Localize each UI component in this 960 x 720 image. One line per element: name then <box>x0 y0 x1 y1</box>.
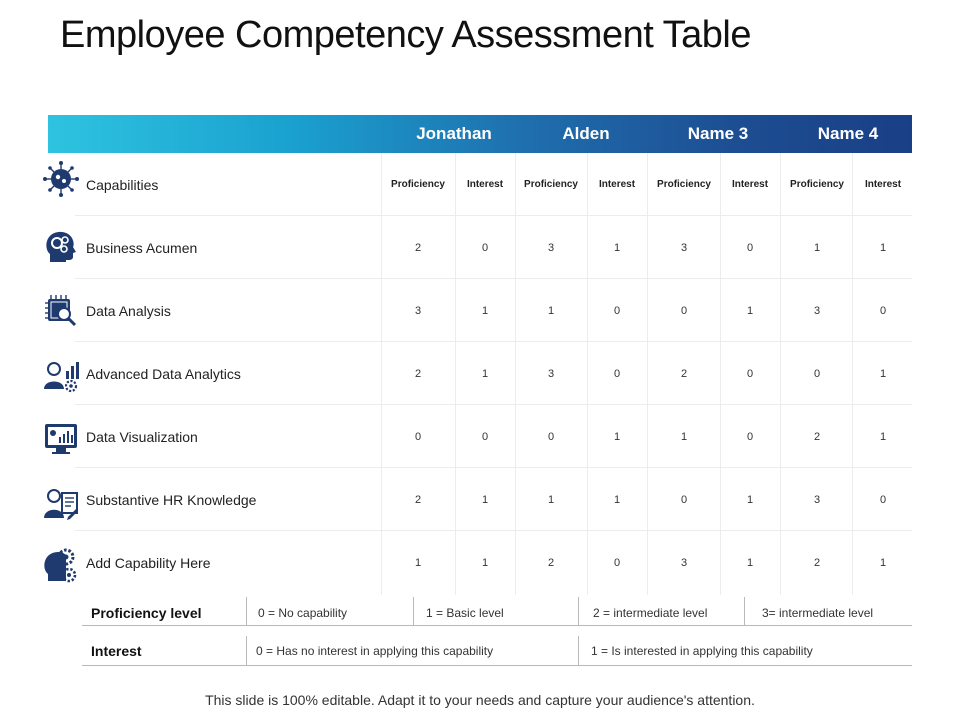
proficiency-legend-item: 0 = No capability <box>258 606 348 620</box>
table-cell: 2 <box>680 368 688 380</box>
table-cell: 2 <box>414 368 422 380</box>
table-cell: 0 <box>746 242 754 254</box>
person-chart-icon <box>42 357 80 395</box>
table-cell: 2 <box>414 494 422 506</box>
capability-label: Advanced Data Analytics <box>86 366 241 382</box>
capability-label: Data Analysis <box>86 303 171 319</box>
capabilities-header: Capabilities <box>86 177 159 193</box>
table-cell: 1 <box>746 557 754 569</box>
head-gears-icon <box>42 228 80 266</box>
subheader-cell: Proficiency <box>790 179 844 190</box>
table-cell: 1 <box>813 242 821 254</box>
table-cell: 1 <box>613 494 621 506</box>
table-cell: 0 <box>879 305 887 317</box>
employee-name-2: Alden <box>562 124 610 143</box>
proficiency-legend-item: 2 = intermediate level <box>593 606 708 620</box>
subheader-cell: Proficiency <box>657 179 711 190</box>
interest-legend-label: Interest <box>91 643 142 659</box>
table-cell: 3 <box>547 368 555 380</box>
table-cell: 1 <box>879 368 887 380</box>
capability-label: Add Capability Here <box>86 555 211 571</box>
table-cell: 1 <box>613 431 621 443</box>
monitor-chart-icon <box>42 420 80 458</box>
table-cell: 2 <box>547 557 555 569</box>
table-cell: 1 <box>414 557 422 569</box>
table-cell: 1 <box>613 242 621 254</box>
footer-note: This slide is 100% editable. Adapt it to your needs and capture your audience's attention. <box>205 692 755 708</box>
table-cell: 3 <box>547 242 555 254</box>
subheader-cell: Proficiency <box>391 179 445 190</box>
subheader-cell: Interest <box>864 179 902 190</box>
subheader-cell: Interest <box>598 179 636 190</box>
table-cell: 1 <box>879 557 887 569</box>
table-header-bar <box>48 115 912 153</box>
table-cell: 1 <box>746 494 754 506</box>
table-cell: 0 <box>680 494 688 506</box>
table-cell: 1 <box>481 305 489 317</box>
employee-name-3: Name 3 <box>687 124 749 143</box>
table-cell: 0 <box>547 431 555 443</box>
table-cell: 0 <box>813 368 821 380</box>
table-cell: 1 <box>680 431 688 443</box>
table-cell: 1 <box>481 368 489 380</box>
subheader-cell: Proficiency <box>524 179 578 190</box>
table-cell: 0 <box>613 368 621 380</box>
table-cell: 0 <box>746 431 754 443</box>
table-cell: 3 <box>680 557 688 569</box>
table-cell: 0 <box>680 305 688 317</box>
page-title: Employee Competency Assessment Table <box>60 14 751 56</box>
chip-magnifier-icon <box>42 292 80 330</box>
table-cell: 1 <box>547 305 555 317</box>
proficiency-legend-item: 1 = Basic level <box>426 606 504 620</box>
table-cell: 1 <box>481 494 489 506</box>
table-cell: 3 <box>414 305 422 317</box>
table-cell: 1 <box>879 431 887 443</box>
brain-network-icon <box>42 160 80 198</box>
interest-legend-item: 1 = Is interested in applying this capability <box>591 644 813 658</box>
employee-name-4: Name 4 <box>817 124 879 143</box>
capability-label: Substantive HR Knowledge <box>86 492 257 508</box>
table-cell: 1 <box>746 305 754 317</box>
table-cell: 2 <box>414 242 422 254</box>
proficiency-legend-item: 3= intermediate level <box>762 606 874 620</box>
proficiency-legend-label: Proficiency level <box>91 605 202 621</box>
interest-legend-item: 0 = Has no interest in applying this capability <box>256 644 494 658</box>
table-cell: 1 <box>547 494 555 506</box>
table-cell: 1 <box>879 242 887 254</box>
table-cell: 2 <box>813 431 821 443</box>
person-document-icon <box>42 485 80 523</box>
table-cell: 0 <box>414 431 422 443</box>
table-cell: 3 <box>813 305 821 317</box>
table-cell: 2 <box>813 557 821 569</box>
head-gear-icon <box>42 547 80 585</box>
capability-label: Business Acumen <box>86 240 198 256</box>
table-cell: 0 <box>879 494 887 506</box>
employee-name-1: Jonathan <box>416 124 492 143</box>
table-cell: 3 <box>813 494 821 506</box>
subheader-cell: Interest <box>466 179 504 190</box>
table-cell: 0 <box>613 557 621 569</box>
table-cell: 0 <box>481 431 489 443</box>
subheader-cell: Interest <box>731 179 769 190</box>
table-cell: 3 <box>680 242 688 254</box>
table-cell: 0 <box>613 305 621 317</box>
table-cell: 1 <box>481 557 489 569</box>
table-cell: 0 <box>746 368 754 380</box>
capability-label: Data Visualization <box>86 429 198 445</box>
table-cell: 0 <box>481 242 489 254</box>
